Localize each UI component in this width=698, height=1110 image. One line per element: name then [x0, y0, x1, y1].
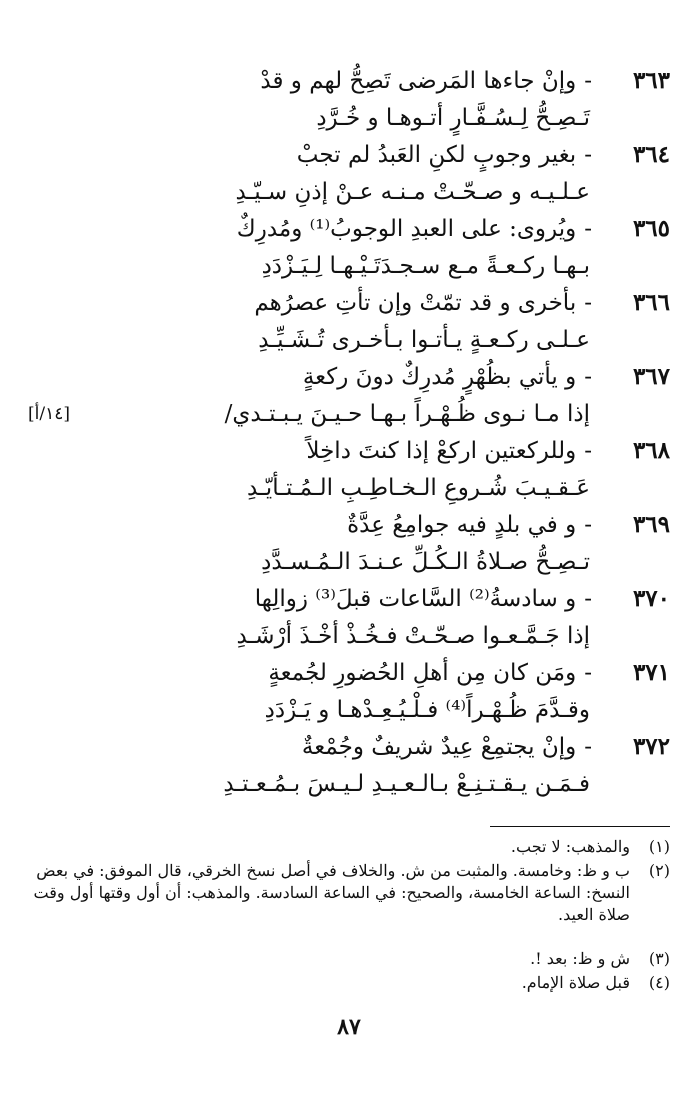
verse-number: ٣٦٧	[632, 363, 670, 390]
footnote-text: والمذهب: لا تجب.	[510, 837, 630, 856]
footnote-text: قبل صلاة الإمام.	[521, 973, 630, 992]
verse-first-hemistich: بأخرى و قد تمّتْ وإن تأتِ عصرُهم	[254, 290, 577, 316]
footnote	[30, 860, 670, 926]
verse-number: ٣٧١	[632, 659, 670, 686]
page-number: ٨٧	[337, 1014, 361, 1040]
verse-second-hemistich: فـمَـن يـقـتـنِـعْ بـالـعـيـدِ لـيـسَ بـمُـعـتـدِ	[223, 771, 590, 797]
footnote-number: (٢)	[648, 861, 670, 880]
verse-number: ٣٦٩	[632, 511, 670, 538]
footnote	[30, 948, 670, 970]
footnote	[30, 972, 670, 994]
footnote-separator	[490, 826, 670, 827]
verse-first-hemistich: ومَن كان مِن أهلِ الحُضورِ لجُمعةٍ	[268, 660, 577, 686]
verse-number: ٣٦٦	[632, 289, 670, 316]
verse-first-hemistich: و سادسةُ⁽²⁾ السَّاعات قبلَ⁽³⁾ زوالِها	[254, 586, 577, 612]
verse-first-hemistich: بغير وجوبٍ لكنِ العَبدُ لم تجبْ	[296, 142, 577, 168]
verse-number: ٣٧٠	[632, 585, 670, 612]
verse-first-hemistich: و في بلدٍ فيه جوامِعُ عِدَّةٌ	[347, 512, 577, 538]
verse-second-hemistich: عَـقـيـبَ شُـروعِ الـخـاطِـبِ الـمُـتـأيّـدِ	[247, 475, 590, 501]
verse-second-hemistich: وقـدَّمَ ظُـهْـراً⁽⁴⁾ فـلْـيُـعِـدْهـا و يَـزْدَدِ	[264, 697, 590, 723]
verse-number: ٣٧٢	[632, 733, 670, 760]
verse-line-first: ٣٧٢ - وإنْ يجتمِعْ عِيدٌ شريفٌ وجُمْعةٌ	[301, 733, 670, 760]
verse-line-first: ٣٧١ - ومَن كان مِن أهلِ الحُضورِ لجُمعةٍ	[268, 659, 670, 686]
verse-second-hemistich: إذا مـا نـوى ظُـهْـراً بـهـا حـيـنَ يـبـتـدي/	[224, 401, 590, 427]
verse-first-hemistich: ويُروى: على العبدِ الوجوبُ⁽¹⁾ ومُدرِكٌ	[236, 216, 577, 242]
verse-number: ٣٦٨	[632, 437, 670, 464]
manuscript-folio-marker: [١٤/أ]	[28, 404, 70, 424]
verse-line-first: ٣٦٥ - ويُروى: على العبدِ الوجوبُ⁽¹⁾ ومُدرِكٌ	[236, 215, 670, 242]
verse-first-hemistich: و يأتي بظُهْرٍ مُدرِكٌ دونَ ركعةٍ	[302, 364, 577, 390]
footnote	[30, 836, 670, 858]
footnote-number: (٤)	[648, 973, 670, 992]
verse-line-first: ٣٦٩ - و في بلدٍ فيه جوامِعُ عِدَّةٌ	[347, 511, 670, 538]
verse-first-hemistich: وإنْ يجتمِعْ عِيدٌ شريفٌ وجُمْعةٌ	[301, 734, 577, 760]
verse-line-first: ٣٦٦ - بأخرى و قد تمّتْ وإن تأتِ عصرُهم	[254, 289, 670, 316]
verse-second-hemistich: إذا جَـمَّـعـوا صـحّـتْ فـخُـذْ أخْـذَ أرْشَـدِ	[236, 623, 590, 649]
verse-line-first: ٣٦٣ - وإنْ جاءها المَرضى تَصِحُّ لهم و قدْ	[260, 67, 670, 94]
verse-second-hemistich: تَـصِـحُّ لِـسُـفَّـارٍ أتـوهـا و خُـرَّدِ	[316, 105, 590, 131]
verse-number: ٣٦٤	[632, 141, 670, 168]
verse-number: ٣٦٥	[632, 215, 670, 242]
verse-line-first: ٣٦٧ - و يأتي بظُهْرٍ مُدرِكٌ دونَ ركعةٍ	[302, 363, 670, 390]
verse-second-hemistich: عـلـيـه و صـحّـتْ مـنـه عـنْ إذنِ سـيّـدِ	[235, 179, 590, 205]
verse-first-hemistich: وإنْ جاءها المَرضى تَصِحُّ لهم و قدْ	[260, 68, 577, 94]
verse-line-first: ٣٦٨ - وللركعتين اركعْ إذا كنتَ داخِلاً	[306, 437, 670, 464]
verse-first-hemistich: وللركعتين اركعْ إذا كنتَ داخِلاً	[306, 438, 577, 464]
verse-line-first: ٣٧٠ - و سادسةُ⁽²⁾ السَّاعات قبلَ⁽³⁾ زوالِها	[254, 585, 670, 612]
footnote-text: ب و ظ: وخامسة. والمثبت من ش. والخلاف في أصل نسخ الخرقي، قال الموفق: في بعض النسخ: الساعة الخامسة، والصحيح: في الساعة السادسة. والمذهب: أن أول وقتها أول وقت صلاة العيد.	[33, 861, 630, 924]
footnote-number: (٣)	[648, 949, 670, 968]
verse-number: ٣٦٣	[632, 67, 670, 94]
footnote-text: ش و ظ: بعد !.	[530, 949, 630, 968]
verse-second-hemistich: تـصِـحُّ صـلاةُ الـكُـلِّ عـنـدَ الـمُـسـدَّدِ	[261, 549, 590, 575]
footnote-number: (١)	[648, 837, 670, 856]
verse-second-hemistich: عـلـى ركـعـةٍ يـأتـوا بـأخـرى تُـشَـيِّـدِ	[258, 327, 590, 353]
verse-line-first: ٣٦٤ - بغير وجوبٍ لكنِ العَبدُ لم تجبْ	[296, 141, 670, 168]
verse-second-hemistich: بـهـا ركـعـةً مـع سـجـدَتَـيْـهـا لِـيَـزْدَدِ	[261, 253, 590, 279]
